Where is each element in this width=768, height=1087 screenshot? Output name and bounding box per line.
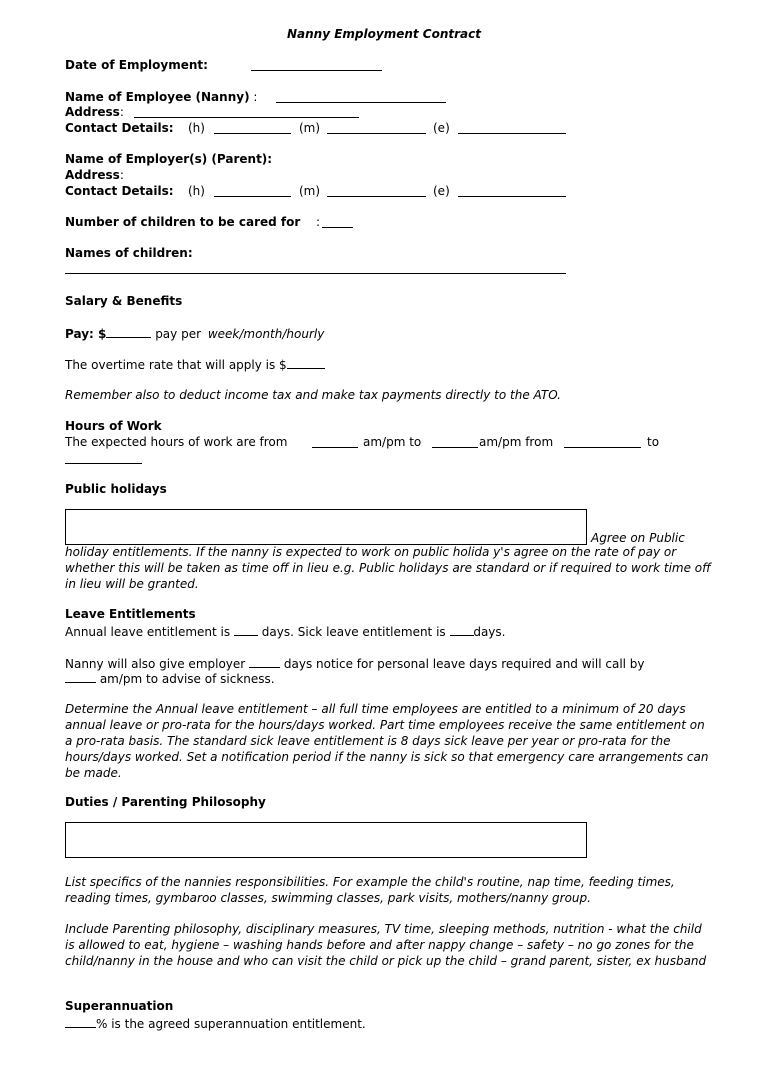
employer-address-row: Address: <box>65 168 124 182</box>
hours-end-field[interactable] <box>432 447 478 448</box>
employee-name-label: Name of Employee (Nanny) <box>65 90 250 104</box>
pay-per-label: pay per <box>155 327 202 341</box>
employee-address-row: Address: <box>65 105 124 119</box>
leave-note: Determine the Annual leave entitlement – all full time employees are entitled to a minimum of 20 days annual leave or pro-rata for the hours/days worked. Part time employees receive the same entitlement on a pro-rata basis. The standard sick leave entitlement is 8 days sick leave per year or pro-rata for the hours/days worked. Set a notification period if the nanny is sick so that emergency care arrangements can be made. <box>65 702 709 780</box>
sick-leave-days-field[interactable] <box>450 623 474 636</box>
employee-m-field[interactable] <box>327 133 426 134</box>
annual-leave-label: Annual leave entitlement is <box>65 625 231 639</box>
pay-amount-field[interactable] <box>106 325 151 338</box>
hours-to-day-field[interactable] <box>65 463 142 464</box>
public-holidays-input-box[interactable] <box>65 509 587 545</box>
sick-leave-days-suffix: days. <box>473 625 506 639</box>
super-heading: Superannuation <box>65 999 174 1013</box>
children-count-field[interactable] <box>322 227 353 228</box>
employee-h-field[interactable] <box>214 133 291 134</box>
hours-ampm-from: am/pm from <box>479 435 554 449</box>
leave-heading: Leave Entitlements <box>65 607 196 621</box>
employee-e-field[interactable] <box>458 133 566 134</box>
annual-leave-days-field[interactable] <box>234 623 258 636</box>
pay-row <box>65 325 324 343</box>
call-time-field[interactable] <box>65 670 96 683</box>
duties-note-2: Include Parenting philosophy, disciplinary measures, TV time, sleeping methods, nutrition - what the child is allowed to eat, hygiene – washing hands before and after nappy change – safety – no go zones for the child/nanny in the house and who can visit the child or pick up the child – grand parent, sister, ex husband <box>65 922 707 968</box>
employee-address-label: Address <box>65 105 120 119</box>
pay-units: week/month/hourly <box>207 327 325 341</box>
super-row <box>65 1015 366 1033</box>
duties-input-box[interactable] <box>65 822 587 858</box>
super-text: % is the agreed superannuation entitlement. <box>96 1017 366 1031</box>
duties-note-1: List specifics of the nannies responsibilities. For example the child's routine, nap time, feeding times, reading times, gymbaroo classes, swimming classes, park visits, mothers/nanny group. <box>65 875 675 905</box>
employer-name-label: Name of Employer(s) (Parent): <box>65 152 273 166</box>
employee-contact-label: Contact Details: <box>65 121 174 135</box>
children-count-colon: : <box>316 215 321 229</box>
employer-m-label: (m) <box>299 184 321 198</box>
notice-label: Nanny will also give employer <box>65 657 246 671</box>
notice-days-field[interactable] <box>249 655 280 668</box>
public-holidays-note-start: Agree on Public <box>591 531 685 545</box>
employee-name-field[interactable] <box>276 102 446 103</box>
tax-note: Remember also to deduct income tax and make tax payments directly to the ATO. <box>65 388 561 402</box>
employee-m-label: (m) <box>299 121 321 135</box>
employer-h-label: (h) <box>188 184 205 198</box>
hours-heading: Hours of Work <box>65 419 162 433</box>
children-names-label: Names of children: <box>65 246 193 260</box>
super-percent-field[interactable] <box>65 1015 96 1028</box>
employee-h-label: (h) <box>188 121 205 135</box>
hours-from-day-field[interactable] <box>564 447 641 448</box>
employer-e-field[interactable] <box>458 196 566 197</box>
notice-text: days notice for personal leave days required and will call by <box>283 657 645 671</box>
employee-name-colon: : <box>253 90 258 104</box>
overtime-row <box>65 356 325 374</box>
employee-e-label: (e) <box>433 121 450 135</box>
date-of-employment-label: Date of Employment: <box>65 58 208 72</box>
employee-name-row <box>65 90 257 106</box>
pay-label: Pay: $ <box>65 327 107 341</box>
public-holidays-heading: Public holidays <box>65 482 167 496</box>
page-title: Nanny Employment Contract <box>287 27 481 41</box>
hours-start-field[interactable] <box>312 447 358 448</box>
hours-text: The expected hours of work are from <box>65 435 288 449</box>
employer-e-label: (e) <box>433 184 450 198</box>
duties-heading: Duties / Parenting Philosophy <box>65 795 266 809</box>
overtime-label: The overtime rate that will apply is $ <box>65 358 287 372</box>
employer-h-field[interactable] <box>214 196 291 197</box>
hours-to: to <box>647 435 660 449</box>
call-row <box>65 670 275 688</box>
date-of-employment-field[interactable] <box>251 70 382 71</box>
public-holidays-note: holiday entitlements. If the nanny is expected to work on public holida y's agree on the rate of pay or whether this will be taken as time off in lieu e.g. Public holidays are standard or if required to work time off in lieu will be granted. <box>65 545 711 591</box>
salary-heading: Salary & Benefits <box>65 294 183 308</box>
employer-contact-label: Contact Details: <box>65 184 174 198</box>
hours-ampm-to: am/pm to <box>363 435 422 449</box>
overtime-field[interactable] <box>287 356 325 369</box>
employee-address-field[interactable] <box>134 117 359 118</box>
call-text: am/pm to advise of sickness. <box>99 672 275 686</box>
sick-leave-label: days. Sick leave entitlement is <box>261 625 446 639</box>
employer-m-field[interactable] <box>327 196 426 197</box>
children-names-field[interactable] <box>65 273 566 274</box>
children-count-label: Number of children to be cared for <box>65 215 301 229</box>
leave-annual-row <box>65 623 505 641</box>
employer-address-label: Address <box>65 168 120 182</box>
